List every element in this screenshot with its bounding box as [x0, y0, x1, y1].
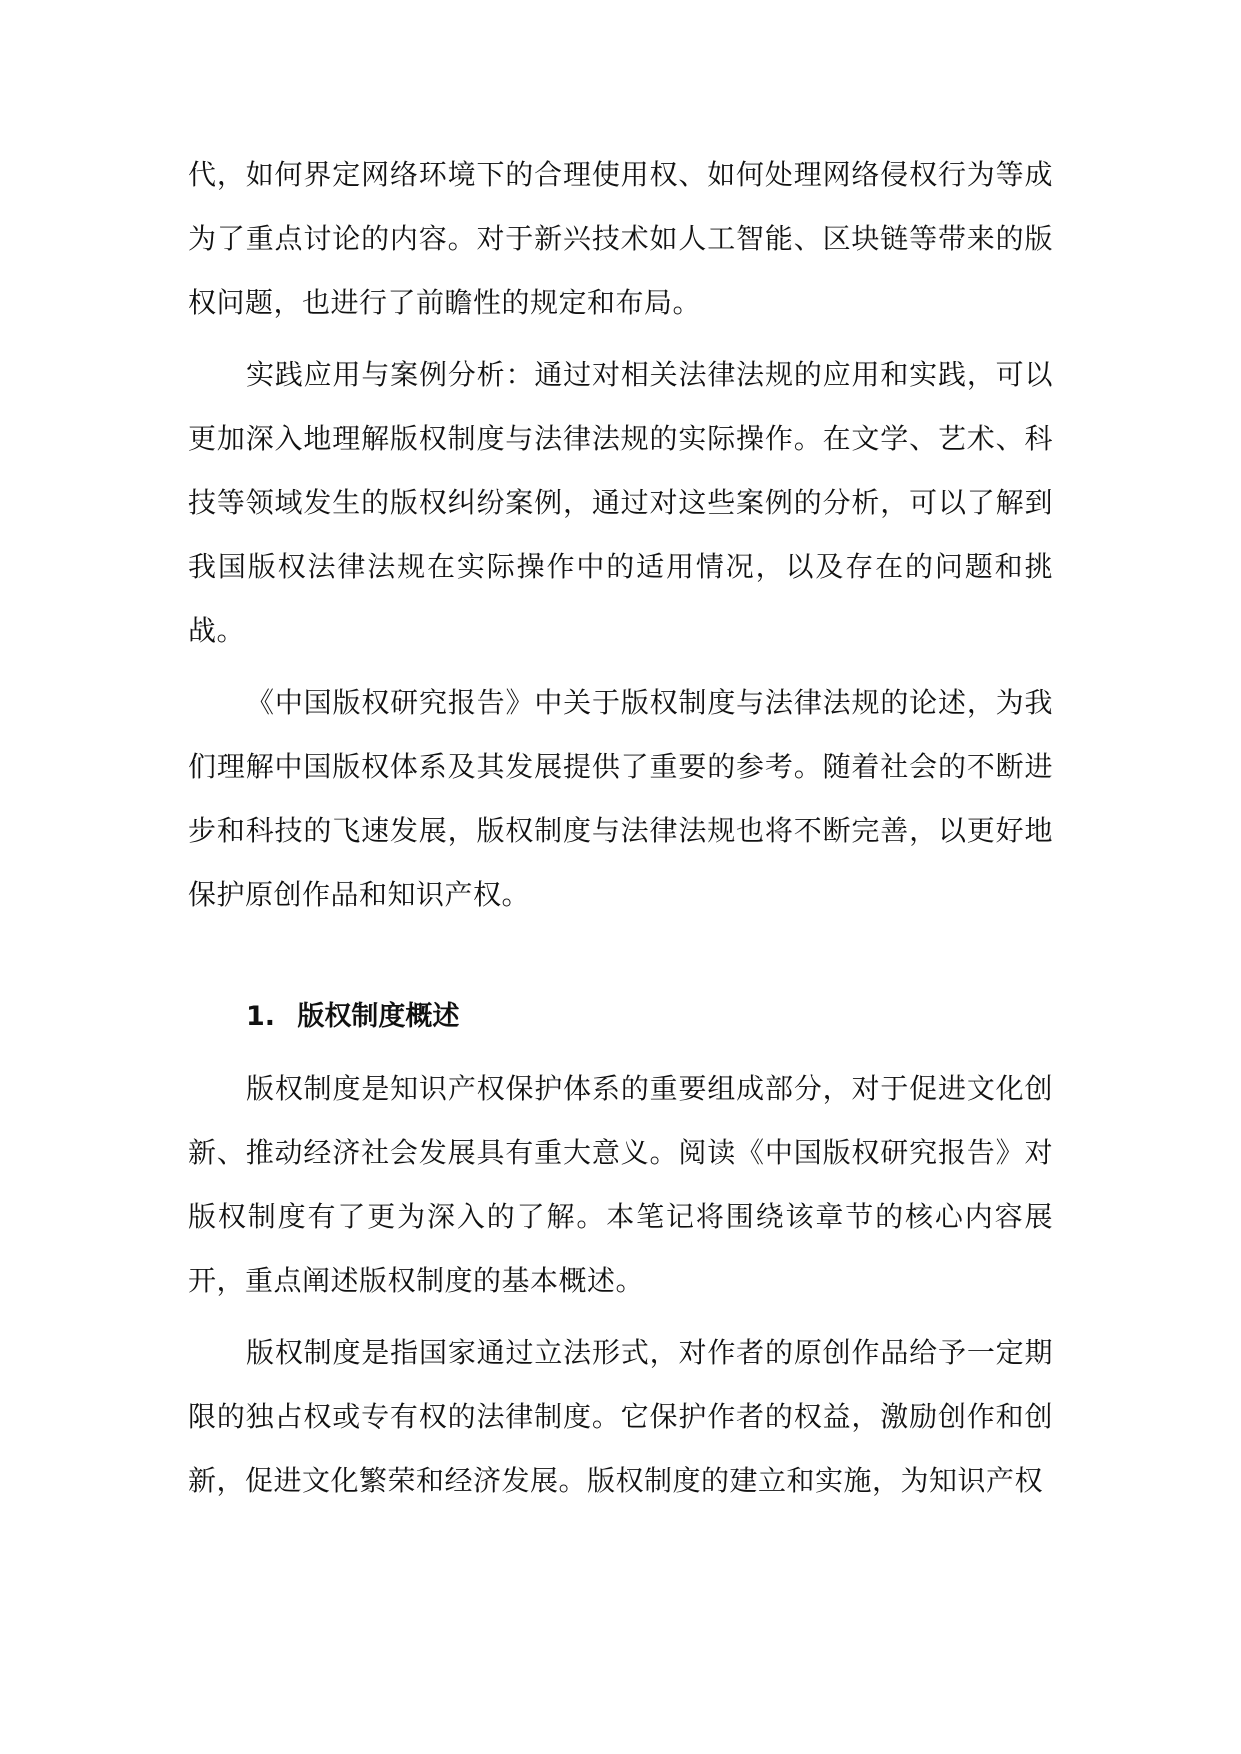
paragraph-conclusion: 《中国版权研究报告》中关于版权制度与法律法规的论述，为我们理解中国版权体系及其发展提供了重要的参考。随着社会的不断进步和科技的飞速发展，版权制度与法律法规也将不断完善，以更好地保护原创作品和知识产权。	[188, 686, 1053, 911]
paragraph-continuation: 代，如何界定网络环境下的合理使用权、如何处理网络侵权行为等成为了重点讨论的内容。对于新兴技术如人工智能、区块链等带来的版权问题，也进行了前瞻性的规定和布局。	[188, 158, 1053, 319]
section-title: 版权制度概述	[297, 1001, 460, 1032]
section-heading	[188, 985, 1053, 1049]
paragraph-overview-intro: 版权制度是知识产权保护体系的重要组成部分，对于促进文化创新、推动经济社会发展具有重大意义。阅读《中国版权研究报告》对版权制度有了更为深入的了解。本笔记将围绕该章节的核心内容展开，重点阐述版权制度的基本概述。	[188, 1072, 1053, 1297]
document-body	[188, 143, 1053, 1513]
paragraph-case-analysis: 实践应用与案例分析：通过对相关法律法规的应用和实践，可以更加深入地理解版权制度与法律法规的实际操作。在文学、艺术、科技等领域发生的版权纠纷案例，通过对这些案例的分析，可以了解到我国版权法律法规在实际操作中的适用情况，以及存在的问题和挑战。	[188, 358, 1053, 647]
paragraph-overview-definition: 版权制度是指国家通过立法形式，对作者的原创作品给予一定期限的独占权或专有权的法律制度。它保护作者的权益，激励创作和创新，促进文化繁荣和经济发展。版权制度的建立和实施，为知识产权	[188, 1336, 1053, 1497]
section-number: 1.	[246, 1001, 276, 1032]
